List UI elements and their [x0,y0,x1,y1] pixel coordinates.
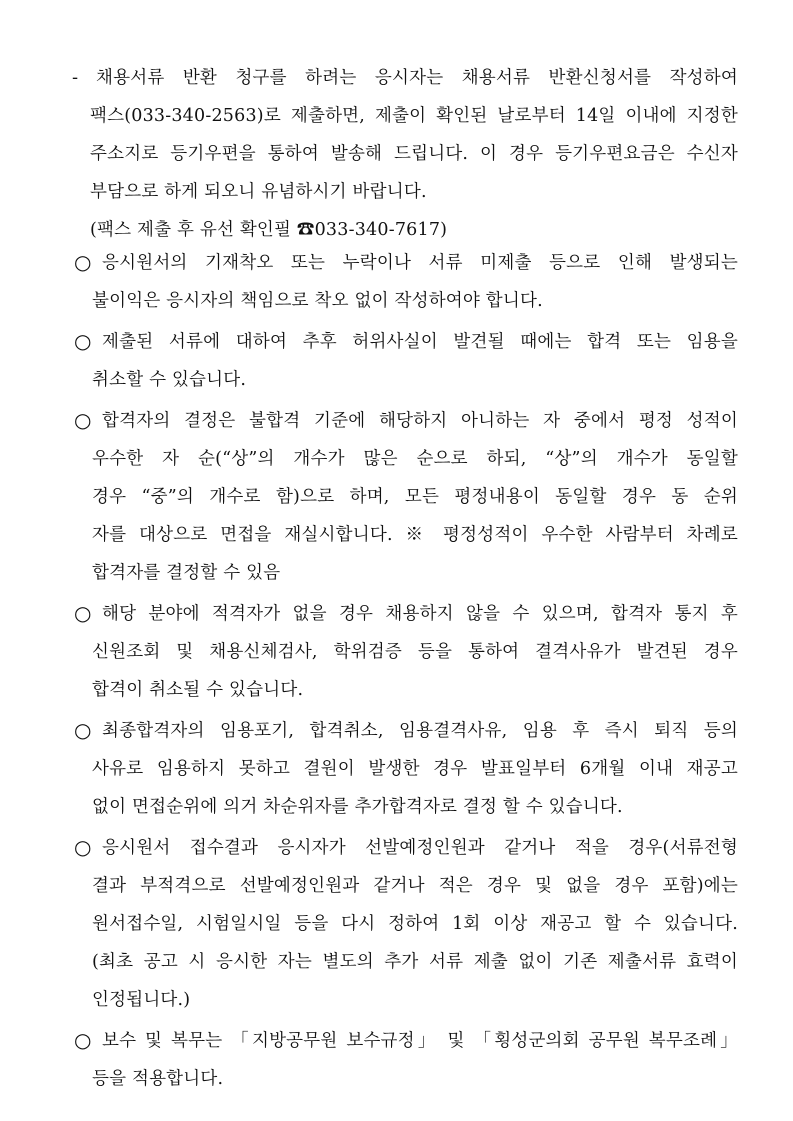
text-line: 합격이 취소될 수 있습니다. [92,680,304,700]
text-line: (팩스 제출 후 유선 확인필 ☎033-340-7617) [90,220,448,240]
text-line: 없이 면접순위에 의거 차순위자를 추가합격자로 결정 할 수 있습니다. [92,797,623,817]
text-line: (최초 공고 시 응시한 자는 별도의 추가 서류 제출 없이 기존 제출서류 효력이 [92,952,738,972]
circle-bullet-marker: ○ [74,601,92,625]
text-line: 응시원서 접수결과 응시자가 선발예정인원과 같거나 적을 경우(서류전형 [102,838,738,858]
text-line: 신원조회 및 채용신체검사, 학위검증 등을 통하여 결격사유가 발견된 경우 [92,642,738,662]
text-line: 자를 대상으로 면접을 재실시합니다. ※ 평정성적이 우수한 사람부터 차례로 [92,525,738,545]
circle-bullet-marker: ○ [74,329,92,353]
text-line: 경우 “중”의 개수로 함)으로 하며, 모든 평정내용이 동일할 경우 동 순위 [92,487,738,507]
text-line: 원서접수일, 시험일시일 등을 다시 정하여 1회 이상 재공고 할 수 있습니다. [92,914,738,934]
text-line: 팩스(033-340-2563)로 제출하면, 제출이 확인된 날로부터 14일 이내에 지정한 [90,106,738,126]
text-line: 주소지로 등기우편을 통하여 발송해 드립니다. 이 경우 등기우편요금은 수신자 [90,144,738,164]
text-line: 결과 부적격으로 선발예정인원과 같거나 적은 경우 및 없을 경우 포함)에는 [92,876,738,896]
text-line: 합격자를 결정할 수 있음 [92,563,281,583]
text-line: 인정됩니다.) [92,990,191,1010]
text-line: 보수 및 복무는 「지방공무원 보수규정」 및 「횡성군의회 공무원 복무조례」 [102,1031,738,1051]
text-line: 응시원서의 기재착오 또는 누락이나 서류 미제출 등으로 인해 발생되는 [102,253,738,273]
dash-marker: - [72,67,79,88]
circle-bullet-marker: ○ [74,1028,92,1052]
circle-bullet-marker: ○ [74,835,92,859]
circle-bullet-marker: ○ [74,718,92,742]
text-line: 우수한 자 순(“상”의 개수가 많은 순으로 하되, “상”의 개수가 동일할 [92,449,738,469]
text-line: 최종합격자의 임용포기, 합격취소, 임용결격사유, 임용 후 즉시 퇴직 등의 [102,721,738,741]
text-line: 합격자의 결정은 불합격 기준에 해당하지 아니하는 자 중에서 평정 성적이 [102,411,738,431]
circle-bullet-marker: ○ [74,250,92,274]
text-line: 취소할 수 있습니다. [92,370,247,390]
text-line: 채용서류 반환 청구를 하려는 응시자는 채용서류 반환신청서를 작성하여 [96,68,738,88]
text-line: 부담으로 하게 되오니 유념하시기 바랍니다. [90,182,427,202]
text-line: 제출된 서류에 대하여 추후 허위사실이 발견될 때에는 합격 또는 임용을 [102,332,738,352]
text-line: 해당 분야에 적격자가 없을 경우 채용하지 않을 수 있으며, 합격자 통지 후 [102,604,738,624]
text-line: 불이익은 응시자의 책임으로 착오 없이 작성하여야 합니다. [92,291,543,311]
text-line: 사유로 임용하지 못하고 결원이 발생한 경우 발표일부터 6개월 이내 재공고 [92,759,738,779]
text-line: 등을 적용합니다. [92,1069,224,1089]
circle-bullet-marker: ○ [74,408,92,432]
